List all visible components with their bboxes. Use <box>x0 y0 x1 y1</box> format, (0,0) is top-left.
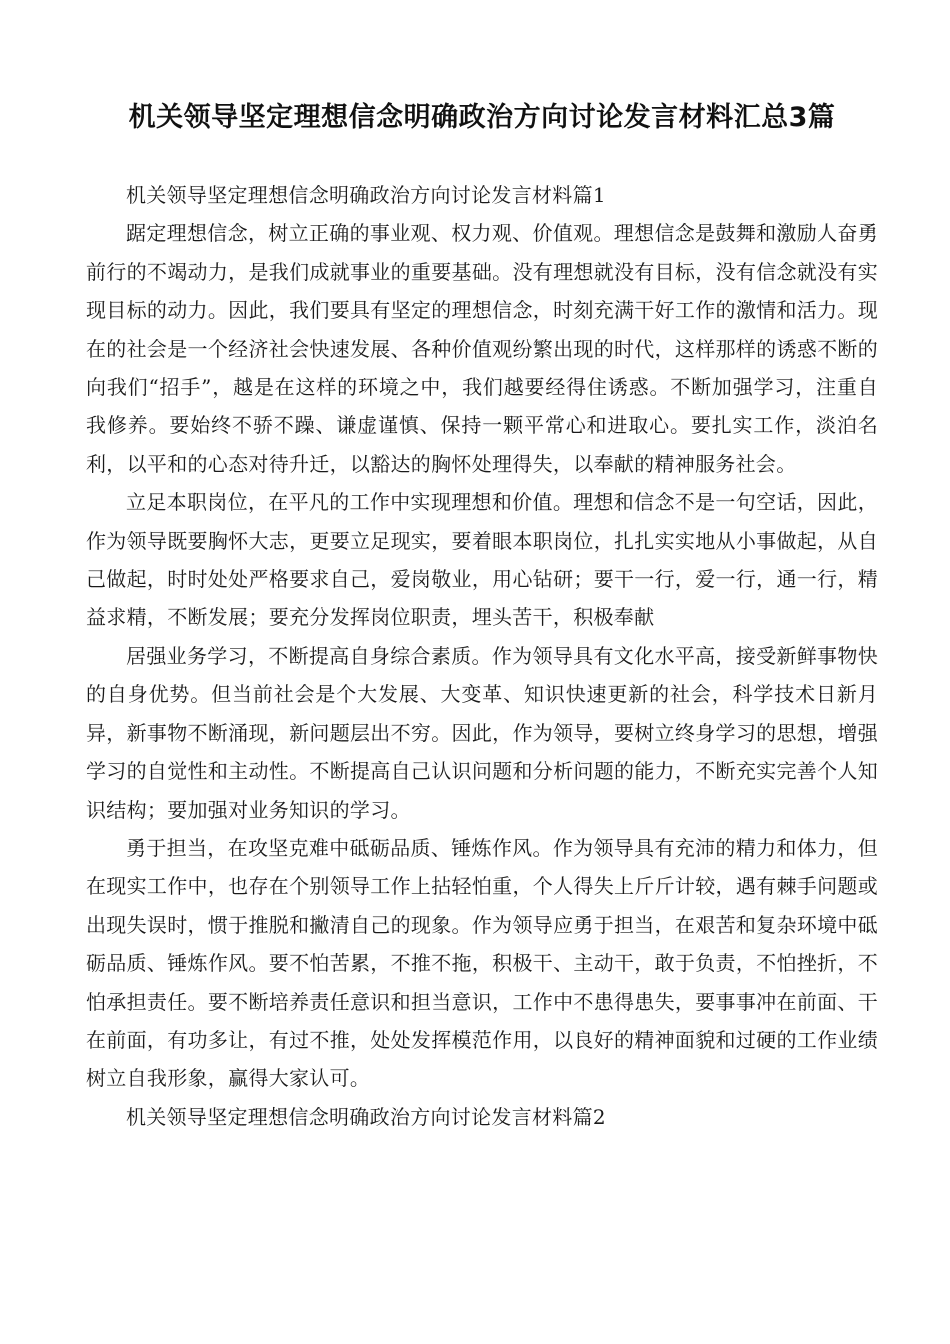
body-paragraph-1: 踞定理想信念，树立正确的事业观、权力观、价值观。理想信念是鼓舞和激励人奋勇前行的不竭动力，是我们成就事业的重要基础。没有理想就没有目标，没有信念就没有实现目标的动力。因此，我们要具有坚定的理想信念，时刻充满干好工作的激情和活力。现在的社会是一个经济社会快速发展、各种价值观纷繁出现的时代，这样那样的诱惑不断的向我们“招手”，越是在这样的环境之中，我们越要经得住诱惑。不断加强学习，注重自我修养。要始终不骄不躁、谦虚谨慎、保持一颗平常心和进取心。要扎实工作，淡泊名利，以平和的心态对待升迁，以豁达的胸怀处理得失，以奉献的精神服务社会。 <box>86 221 878 476</box>
body-paragraph-2: 立足本职岗位，在平凡的工作中实现理想和价值。理想和信念不是一句空话，因此，作为领导既要胸怀大志，更要立足现实，要着眼本职岗位，扎扎实实地从小事做起，从自己做起，时时处处严格要求自己，爱岗敬业，用心钻研；要干一行，爱一行，通一行，精益求精，不断发展；要充分发挥岗位职责，埋头苦干，积极奉献 <box>86 490 878 630</box>
section-heading-1: 机关领导坚定理想信念明确政治方向讨论发言材料篇1 <box>126 183 606 207</box>
document-title: 机关领导坚定理想信念明确政治方向讨论发言材料汇总3篇 <box>128 102 836 133</box>
section-heading-2: 机关领导坚定理想信念明确政治方向讨论发言材料篇2 <box>126 1104 606 1129</box>
body-paragraph-4: 勇于担当，在攻坚克难中砥砺品质、锤炼作风。作为领导具有充沛的精力和体力，但在现实工作中，也存在个别领导工作上拈轻怕重，个人得失上斤斤计较，遇有棘手问题或出现失误时，惯于推脱和撇清自己的现象。作为领导应勇于担当，在艰苦和复杂环境中砥砺品质、锤炼作风。要不怕苦累，不推不拖，积极干、主动干，敢于负责，不怕挫折，不怕承担责任。要不断培养责任意识和担当意识，工作中不患得患失，要事事冲在前面、干在前面，有功多让，有过不推，处处发挥模范作用，以良好的精神面貌和过硬的工作业绩树立自我形象，赢得大家认可。 <box>86 835 878 1091</box>
body-paragraph-3: 居强业务学习，不断提高自身综合素质。作为领导具有文化水平高，接受新鲜事物快的自身优势。但当前社会是个大发展、大变革、知识快速更新的社会，科学技术日新月异，新事物不断涌现，新问题层出不穷。因此，作为领导，要树立终身学习的思想，增强学习的自觉性和主动性。不断提高自己认识问题和分析问题的能力，不断充实完善个人知识结构；要加强对业务知识的学习。 <box>86 643 878 822</box>
document-page <box>86 0 878 1136</box>
document-body <box>86 176 878 1136</box>
